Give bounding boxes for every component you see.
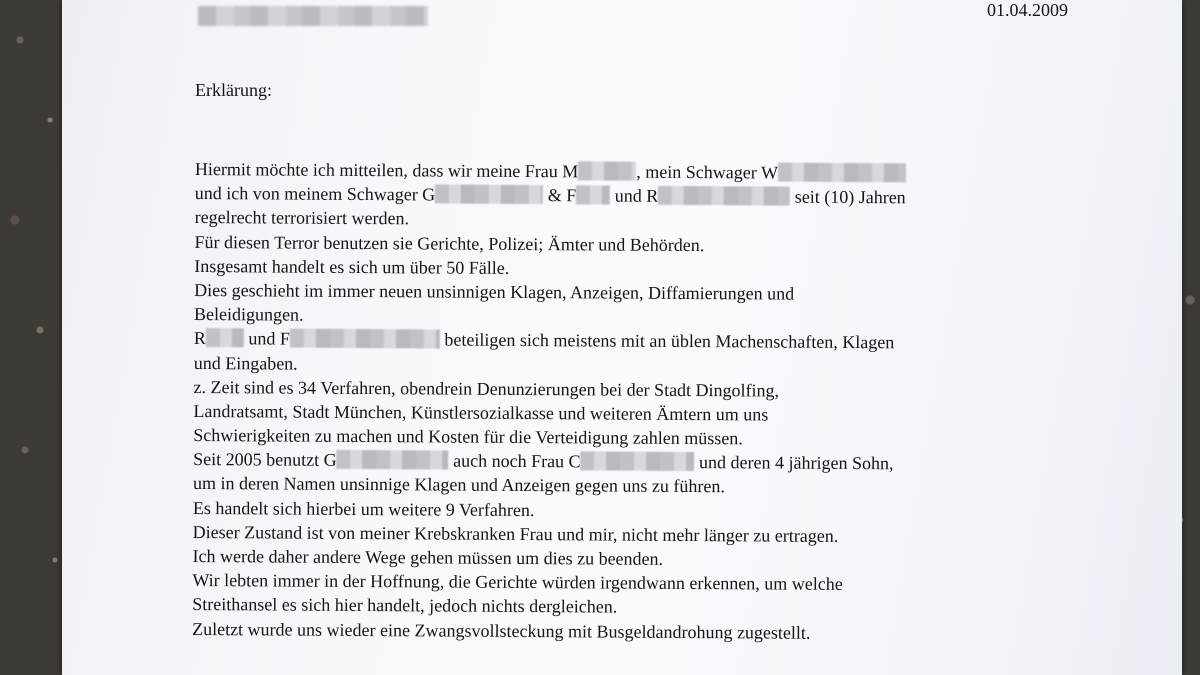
text-line: Insgesamt handelt es sich um über 50 Fälle. <box>194 255 510 278</box>
redacted-sender <box>198 6 428 26</box>
redacted-name <box>290 329 440 349</box>
text-line: um in deren Namen unsinnige Klagen und Anzeigen gegen uns zu führen. <box>192 473 725 497</box>
text-line: Streithansel es sich hier handelt, jedoch nichts dergleichen. <box>192 594 618 617</box>
text-line: Ich werde daher andere Wege gehen müssen um dies zu beenden. <box>192 545 664 569</box>
letter-date: 01.04.2009 <box>987 0 1068 20</box>
redacted-name <box>435 185 543 205</box>
redacted-name <box>206 328 244 347</box>
text-line: Landratsamt, Stadt München, Künstlersozialkasse und weiteren Ämtern um uns <box>193 400 769 425</box>
text-line: und ich von meinem Schwager G & F und R seit (10) Jahren <box>194 183 906 208</box>
text-line: Hiermit möchte ich mitteilen, dass wir meine Frau M , mein Schwager W <box>195 157 906 186</box>
redacted-name <box>581 452 695 472</box>
text-line: Schwierigkeiten zu machen und Kosten für die Verteidigung zahlen müssen. <box>193 425 743 449</box>
text-line: z. Zeit sind es 34 Verfahren, obendrein Denunzierungen bei der Stadt Dingolfing, <box>193 376 780 401</box>
text-line: Es handelt sich hierbei um weitere 9 Verfahren. <box>192 497 535 520</box>
text-line: Beleidigungen. <box>193 304 304 325</box>
text-line: Seit 2005 benutzt G auch noch Frau C und deren 4 jährigen Sohn, <box>193 449 894 474</box>
text-line: Dieser Zustand ist von meiner Krebskranken Frau und mir, nicht mehr länger zu ertragen. <box>192 521 839 546</box>
text-line: und Eingaben. <box>193 352 298 374</box>
redacted-name <box>778 163 906 183</box>
text-line: Wir lebten immer in der Hoffnung, die Gerichte würden irgendwann erkennen, um welche <box>192 570 843 595</box>
redacted-name <box>578 161 636 180</box>
text-line: Zuletzt wurde uns wieder eine Zwangsvollsteckung mit Busgeldandrohung zugestellt. <box>192 618 811 643</box>
redacted-name <box>576 186 610 205</box>
text-line: R und F beteiligen sich meistens mit an üblen Machenschaften, Klagen <box>193 328 895 353</box>
text-line: regelrecht terrorisiert werden. <box>194 207 410 229</box>
text-line: Dies geschieht im immer neuen unsinnigen Klagen, Anzeigen, Diffamierungen und <box>194 279 795 304</box>
letter-body <box>192 157 906 645</box>
redacted-name <box>658 186 790 206</box>
text-line: Für diesen Terror benutzen sie Gerichte, Polizei; Ämter und Behörden. <box>194 231 705 255</box>
letter-page <box>62 0 1182 675</box>
redacted-name <box>337 450 449 470</box>
letter-heading: Erklärung: <box>195 80 272 100</box>
